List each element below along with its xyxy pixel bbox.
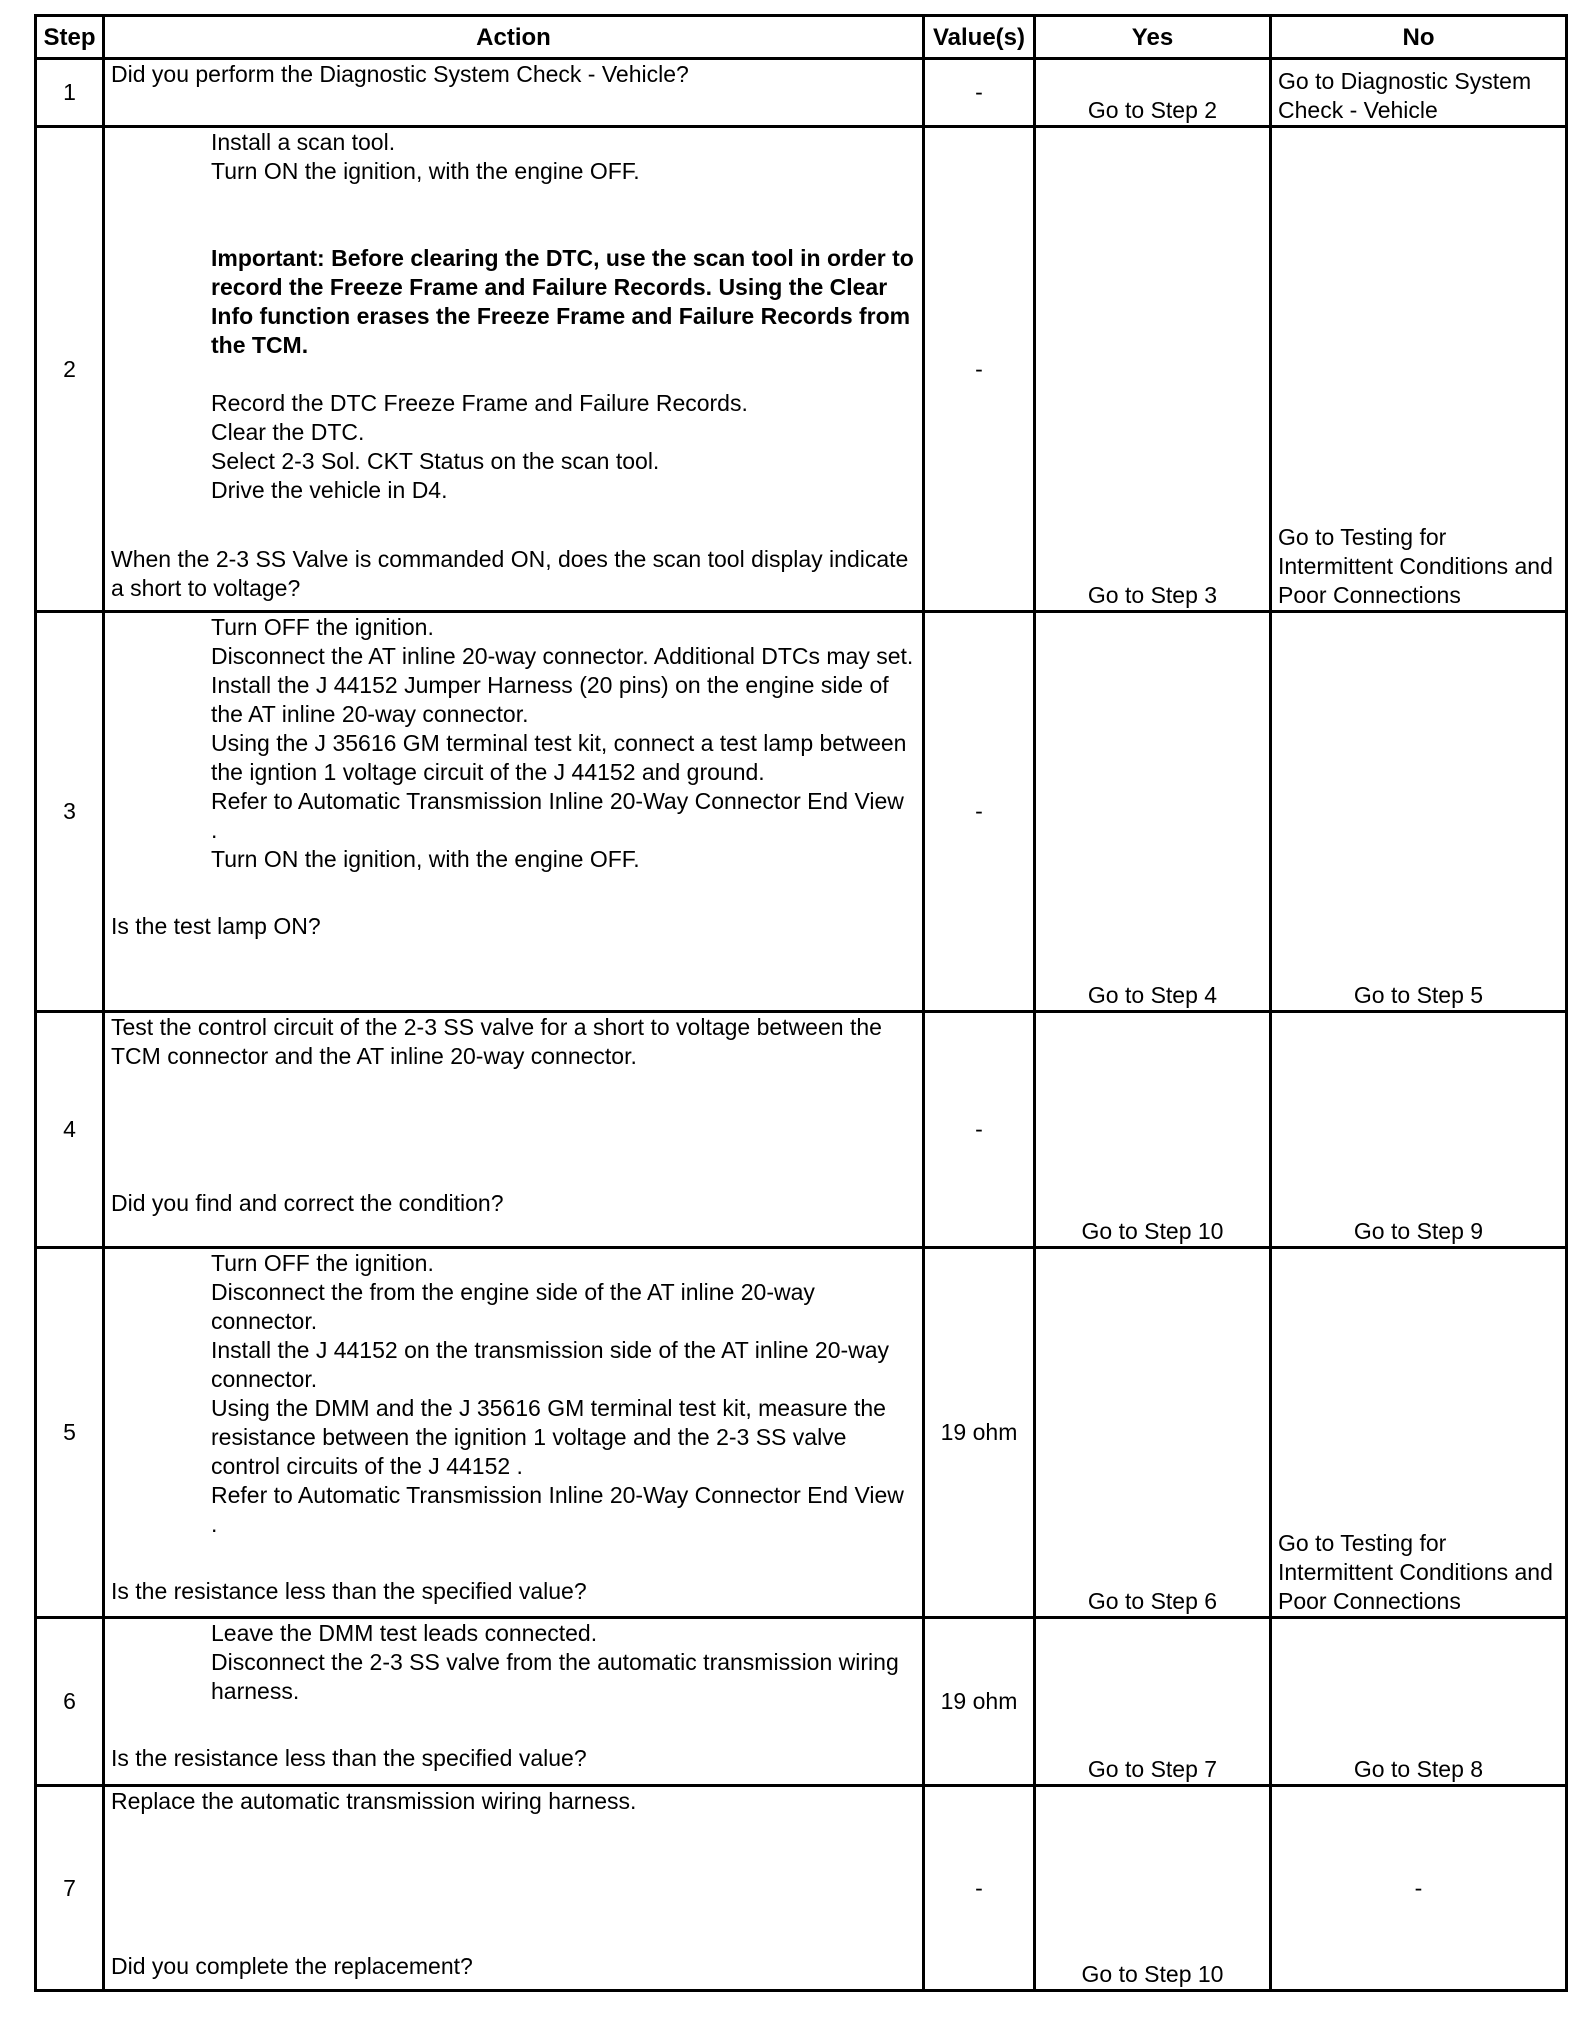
action-line: Leave the DMM test leads connected. (211, 1620, 598, 1646)
header-step: Step (36, 16, 104, 59)
table-row (36, 1786, 1567, 1991)
table-row (36, 59, 1567, 127)
table-row (36, 612, 1567, 1012)
yes-cell: Go to Step 4 (1035, 612, 1271, 1012)
action-cell (104, 127, 924, 612)
action-cell (104, 612, 924, 1012)
action-line: Using the J 35616 GM terminal test kit, connect a test lamp between the igntion 1 voltage circuit of the J 44152 and ground. (211, 730, 907, 785)
action-line: Select 2-3 Sol. CKT Status on the scan tool. (211, 448, 660, 474)
step-number: 4 (36, 1012, 104, 1248)
no-cell: Go to Step 9 (1271, 1012, 1567, 1248)
action-line: Drive the vehicle in D4. (211, 477, 448, 503)
action-text: Did you perform the Diagnostic System Check - Vehicle? (111, 61, 689, 87)
yes-cell: Go to Step 6 (1035, 1248, 1271, 1618)
action-line: Disconnect the 2-3 SS valve from the automatic transmission wiring harness. (211, 1649, 899, 1704)
value-cell: - (924, 1786, 1035, 1991)
action-question: Is the test lamp ON? (111, 913, 321, 939)
value-cell: - (924, 1012, 1035, 1248)
action-line: Clear the DTC. (211, 419, 365, 445)
value-cell: - (924, 612, 1035, 1012)
action-line: Turn OFF the ignition. (211, 1250, 434, 1276)
step-number: 6 (36, 1618, 104, 1786)
action-line: Install the J 44152 Jumper Harness (20 pins) on the engine side of the AT inline 20-way connector. (211, 672, 889, 727)
table-row (36, 127, 1567, 612)
action-line: Using the DMM and the J 35616 GM terminal test kit, measure the resistance between the ignition 1 voltage and the 2-3 SS valve control circuits of the J 44152 . (211, 1395, 886, 1479)
no-cell: - (1271, 1786, 1567, 1991)
yes-cell: Go to Step 3 (1035, 127, 1271, 612)
action-line: Turn ON the ignition, with the engine OFF. (211, 158, 640, 184)
no-cell: Go to Testing for Intermittent Conditions and Poor Connections (1271, 1248, 1567, 1618)
table-row (36, 1248, 1567, 1618)
no-cell: Go to Diagnostic System Check - Vehicle (1271, 59, 1567, 127)
value-cell: - (924, 59, 1035, 127)
step-number: 3 (36, 612, 104, 1012)
value-cell: - (924, 127, 1035, 612)
important-note: Important: Before clearing the DTC, use the scan tool in order to record the Freeze Frame and Failure Records. Using the Clear Info function erases the Freeze Frame and Failure Records from the TCM. (211, 245, 914, 358)
header-row (36, 16, 1567, 59)
diagnostic-table (34, 14, 1568, 1992)
action-question: When the 2-3 SS Valve is commanded ON, does the scan tool display indicate a short to voltage? (111, 546, 909, 601)
action-line: Refer to Automatic Transmission Inline 20-Way Connector End View . (211, 788, 904, 843)
header-values: Value(s) (924, 16, 1035, 59)
action-cell (104, 1618, 924, 1786)
action-line: Refer to Automatic Transmission Inline 20-Way Connector End View . (211, 1482, 904, 1537)
action-line: Turn OFF the ignition. (211, 614, 434, 640)
action-cell (104, 59, 924, 127)
value-cell: 19 ohm (924, 1618, 1035, 1786)
header-no: No (1271, 16, 1567, 59)
action-question: Did you find and correct the condition? (111, 1190, 504, 1216)
action-cell (104, 1248, 924, 1618)
action-question: Did you complete the replacement? (111, 1953, 473, 1979)
table-row (36, 1012, 1567, 1248)
action-text: Replace the automatic transmission wiring harness. (111, 1788, 637, 1814)
action-line: Turn ON the ignition, with the engine OFF. (211, 846, 640, 872)
yes-cell: Go to Step 10 (1035, 1012, 1271, 1248)
step-number: 2 (36, 127, 104, 612)
no-cell: Go to Testing for Intermittent Conditions and Poor Connections (1271, 127, 1567, 612)
header-yes: Yes (1035, 16, 1271, 59)
step-number: 5 (36, 1248, 104, 1618)
action-text: Test the control circuit of the 2-3 SS valve for a short to voltage between the TCM connector and the AT inline 20-way connector. (111, 1014, 882, 1069)
action-question: Is the resistance less than the specified value? (111, 1745, 587, 1771)
action-cell (104, 1012, 924, 1248)
action-cell (104, 1786, 924, 1991)
header-action: Action (104, 16, 924, 59)
action-line: Disconnect the AT inline 20-way connector. Additional DTCs may set. (211, 643, 914, 669)
no-cell: Go to Step 8 (1271, 1618, 1567, 1786)
yes-cell: Go to Step 10 (1035, 1786, 1271, 1991)
action-line: Install a scan tool. (211, 129, 396, 155)
action-line: Record the DTC Freeze Frame and Failure Records. (211, 390, 748, 416)
action-line: Install the J 44152 on the transmission side of the AT inline 20-way connector. (211, 1337, 890, 1392)
no-cell: Go to Step 5 (1271, 612, 1567, 1012)
value-cell: 19 ohm (924, 1248, 1035, 1618)
step-number: 7 (36, 1786, 104, 1991)
yes-cell: Go to Step 2 (1035, 59, 1271, 127)
action-question: Is the resistance less than the specified value? (111, 1578, 587, 1604)
action-line: Disconnect the from the engine side of the AT inline 20-way connector. (211, 1279, 815, 1334)
table-row (36, 1618, 1567, 1786)
yes-cell: Go to Step 7 (1035, 1618, 1271, 1786)
step-number: 1 (36, 59, 104, 127)
